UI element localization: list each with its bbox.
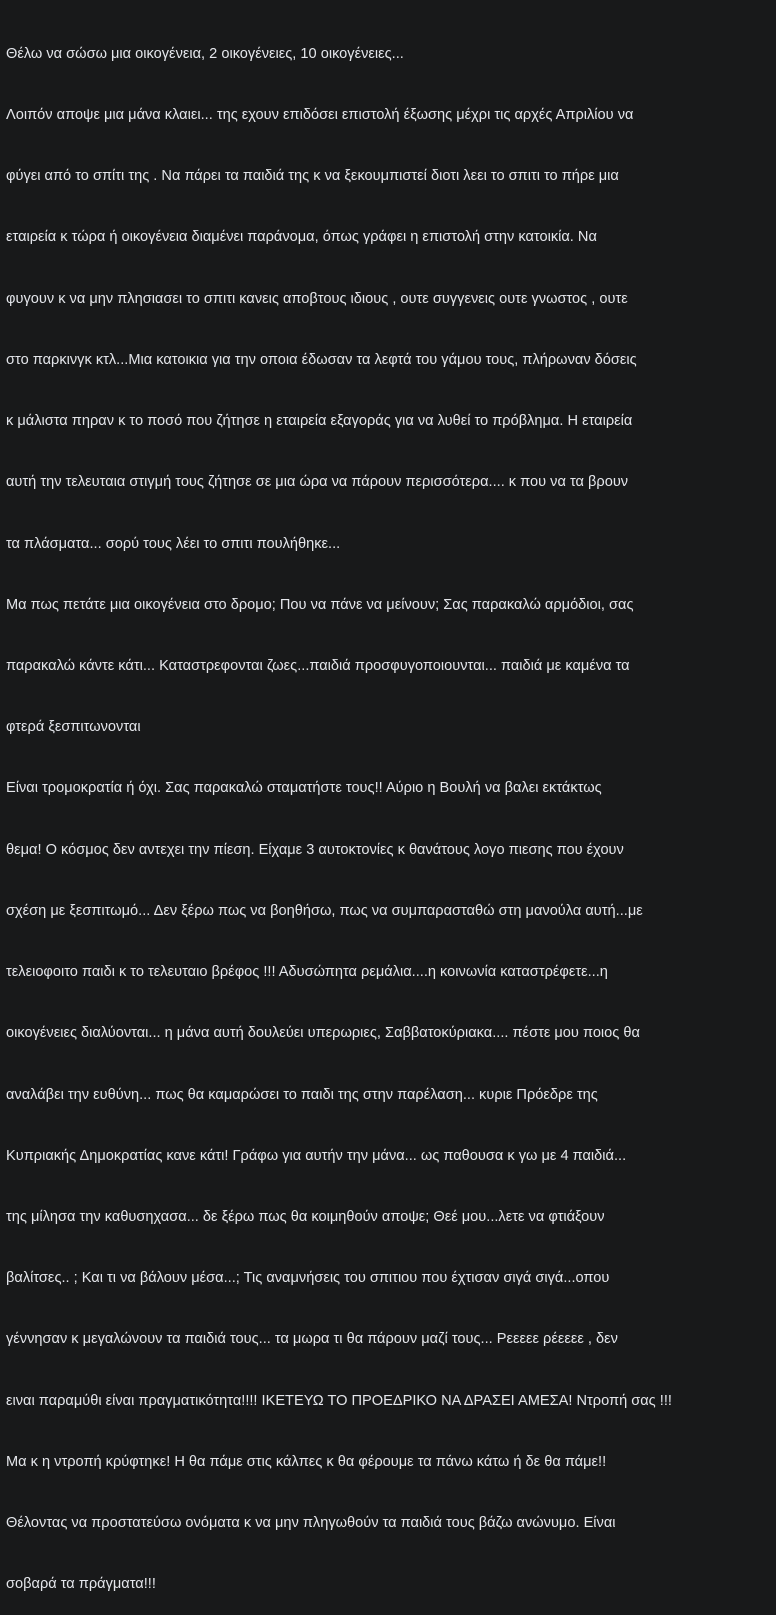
post-line: σοβαρά τα πράγματα!!! (6, 1576, 156, 1593)
post-line: τα πλάσματα... σορύ τους λέει το σπιτι πουλήθηκε... (6, 535, 341, 552)
post-line: Λοιπόν αποψε μια μάνα κλαιει... της εχουν επιδόσει επιστολή έξωσης μέχρι τις αρχές Απριλίου να (6, 107, 634, 124)
post-line: της μίλησα την καθυσηχασα... δε ξέρω πως θα κοιμηθούν αποψε; Θεέ μου...λετε να φτιάξουν (6, 1208, 605, 1225)
post-line: φύγει από το σπίτι της . Να πάρει τα παιδιά της κ να ξεκουμπιστεί διοτι λεει το σπιτι το πήρε μια (6, 168, 619, 185)
post-line: Είναι τρομοκρατία ή όχι. Σας παρακαλώ σταματήστε τους!! Αύριο η Βουλή να βαλει εκτάκτως (6, 780, 602, 797)
post-line: θεμα! Ο κόσμος δεν αντεχει την πίεση. Είχαμε 3 αυτοκτονίες κ θανάτους λογο πιεσης που έχουν (6, 841, 624, 858)
post-line: σχέση με ξεσπιτωμό... Δεν ξέρω πως να βοηθήσω, πως να συμπαρασταθώ στη μανούλα αυτή...με (6, 902, 643, 919)
post-line: αναλάβει την ευθύνη... πως θα καμαρώσει το παιδι της στην παρέλαση... κυριε Πρόεδρε της (6, 1086, 598, 1103)
post-line: βαλίτσες.. ; Και τι να βάλουν μέσα...; Τις αναμνήσεις του σπιτιου που έχτισαν σιγά σιγά...οπου (6, 1270, 610, 1287)
post-line: ειναι παραμύθι είναι πραγματικότητα!!!! ΙΚΕΤΕΥΩ ΤΟ ΠΡΟΕΔΡΙΚΟ ΝΑ ΔΡΑΣΕΙ ΑΜΕΣΑ! Ντροπή σας !!! (6, 1392, 672, 1409)
post-line: Κυπριακής Δημοκρατίας κανε κάτι! Γράφω για αυτήν την μάνα... ως παθουσα κ γω με 4 παιδιά... (6, 1147, 627, 1164)
post-line: Θέλοντας να προστατεύσω ονόματα κ να μην πληγωθούν τα παιδιά τους βάζω ανώνυμο. Είναι (6, 1515, 616, 1532)
post-line: φτερά ξεσπιτωνονται (6, 719, 141, 736)
post-line: στο παρκινγκ κτλ...Μια κατοικια για την οποια έδωσαν τα λεφτά του γάμου τους, πλήρωναν δόσεις (6, 351, 637, 368)
post-line: παρακαλώ κάντε κάτι... Καταστρεφονται ζωες...παιδιά προσφυγοποιουνται... παιδιά με καμένα τα (6, 658, 630, 674)
post-line: εταιρεία κ τώρα ή οικογένεια διαμένει παράνομα, όπως γράφει η επιστολή στην κατοικία. Να (6, 229, 597, 246)
post-line: φυγουν κ να μην πλησιασει το σπιτι κανεις αποβτους ιδιους , ουτε συγγενεις ουτε γνωστος , ουτε (6, 290, 628, 307)
post-line: Μα πως πετάτε μια οικογένεια στο δρομο; Που να πάνε να μείνουν; Σας παρακαλώ αρμόδιοι, σας (6, 596, 634, 613)
post-line: Μα κ η ντροπή κρύφτηκε! Η θα πάμε στις κάλπες κ θα φέρουμε τα πάνω κάτω ή δε θα πάμε!! (6, 1453, 607, 1470)
post-line: τελειοφοιτο παιδι κ το τελευταιο βρέφος !!! Αδυσώπητα ρεμάλια....η κοινωνία καταστρέφετε...η (6, 964, 608, 981)
post-line: αυτή την τελευταια στιγμή τους ζήτησε σε μια ώρα να πάρουν περισσότερα.... κ που να τα βρουν (6, 474, 629, 491)
post-line: Θέλω να σώσω μια οικογένεια, 2 οικογένειες, 10 οικογένειες... (6, 45, 404, 62)
post-line: γέννησαν κ μεγαλώνουν τα παιδιά τους... τα μωρα τι θα πάρουν μαζί τους... Ρεεεεε ρέεεεε , δεν (6, 1331, 618, 1348)
post-line: οικογένειες διαλύονται... η μάνα αυτή δουλεύει υπερωριες, Σαββατοκύριακα.... πέστε μου ποιος θα (6, 1025, 640, 1042)
post-line: κ μάλιστα πηραν κ το ποσό που ζήτησε η εταιρεία εξαγοράς για να λυθεί το πρόβλημα. Η εταιρεία (6, 413, 633, 430)
